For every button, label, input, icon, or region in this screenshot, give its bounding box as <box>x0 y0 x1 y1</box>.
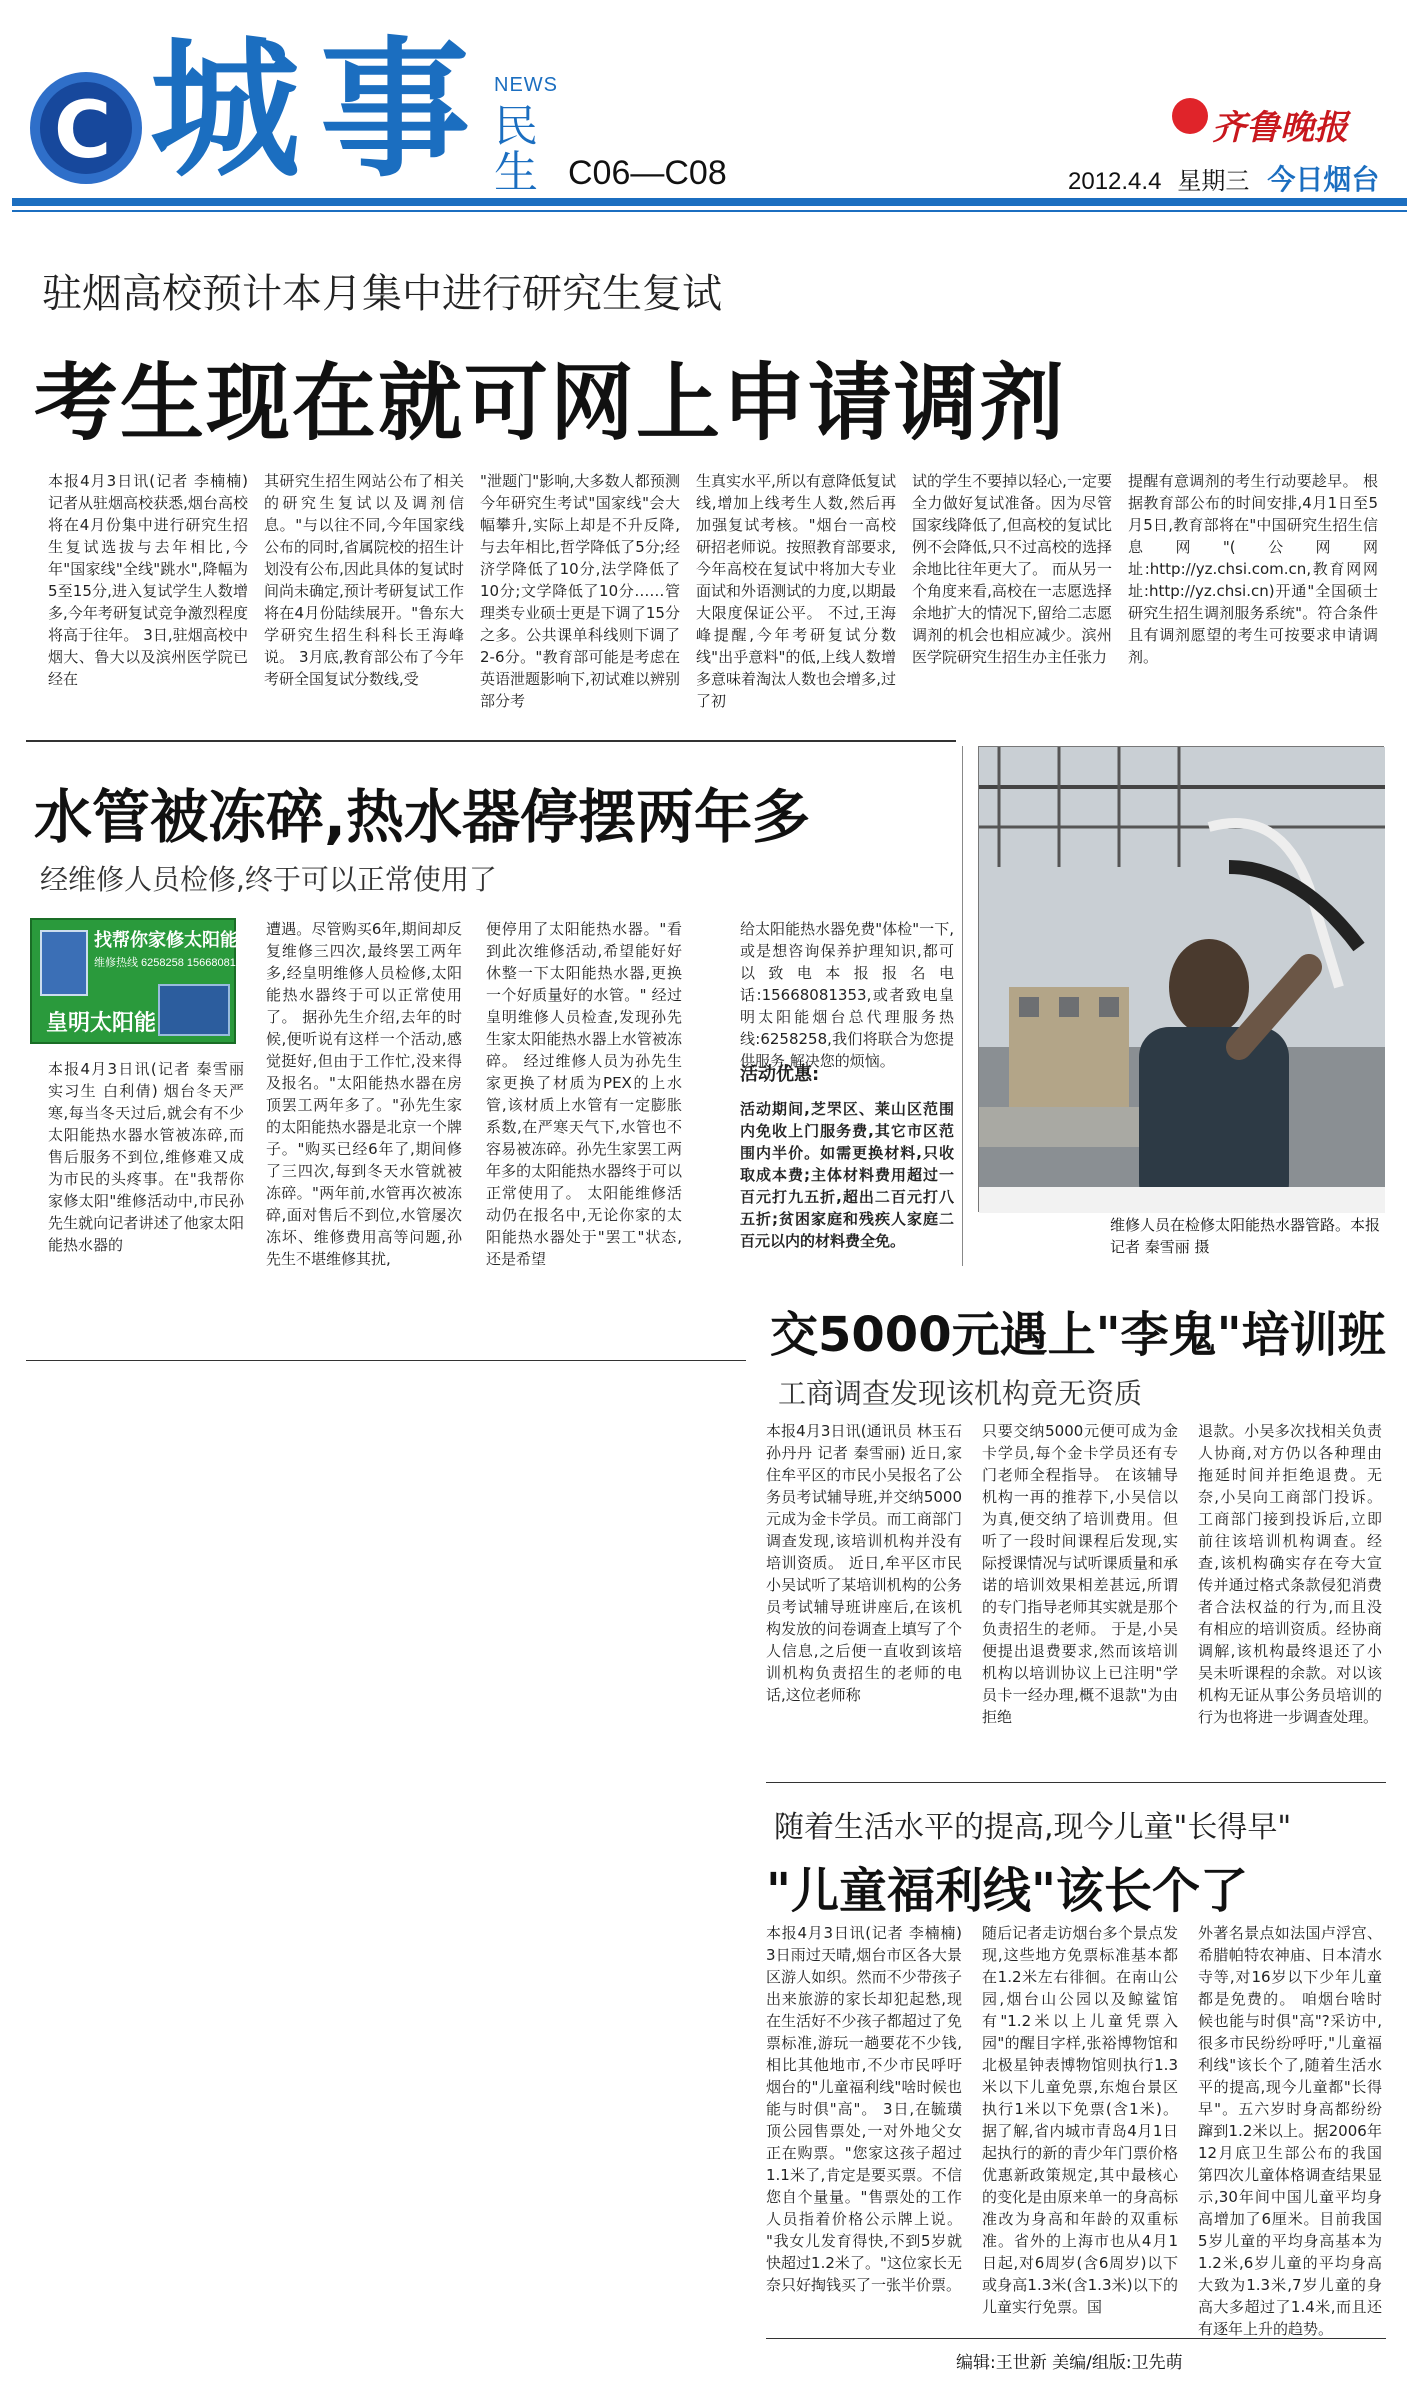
editor-credit: 编辑:王世新 美编/组版:卫先萌 <box>956 2353 1183 2373</box>
article1-column-3: "泄题门"影响,大多数人都预测今年研究生考试"国家线"会大幅攀升,实际上却是不升反降,与去年相比,哲学降低了5分;经济学降低了10分,法学降低了10分;文学降低了10分……管理类专业硕士更是下调了15分之多。公共课单科线则下调了2-6分。"教育部可能是考虑在英语泄题影响下,初试难以辨别部分考 <box>480 472 680 710</box>
offer-text: 活动期间,芝罘区、莱山区范围内免收上门服务费,其它市区范围内半价。如需更换材料,只收取成本费;主体材料费用超过一百元打九五折,超出二百元打八五折;贫困家庭和残疾人家庭二百元以内的材料费全免。 <box>740 1100 954 1250</box>
article3-column-2: 只要交纳5000元便可成为金卡学员,每个金卡学员还有专门老师全程指导。 在该辅导机构一再的推荐下,小吴信以为真,便交纳了培训费用。但听了一段时间课程后发现,实际授课情况与试听课质量和承诺的培训效果相差甚远,所谓的专门指导老师其实就是那个负责招生的老师。 于是,小吴便提出退费要求,然而该培训机构以培训协议上已注明"学员卡一经办理,概不退款"为由拒绝 <box>982 1422 1178 1726</box>
masthead-rule-thin <box>12 210 1407 212</box>
article1-column-5: 试的学生不要掉以轻心,一定要全力做好复试准备。因为尽管国家线降低了,但高校的复试比例不会降低,只不过高校的选择余地比往年更大了。 而从另一个角度来看,高校在一志愿选择余地扩大的情况下,留给二志愿调剂的机会也相应减少。滨州医学院研究生招生办主任张力 <box>912 472 1112 666</box>
article1-column-2: 其研究生招生网站公布了相关的研究生复试以及调剂信息。"与以往不同,今年国家线公布的同时,省属院校的招生计划没有公布,因此具体的复试时间尚未确定,预计考研复试工作将在4月份陆续展开。"鲁东大学研究生招生科科长王海峰说。 3月底,教育部公布了今年考研全国复试分数线,受 <box>264 472 464 688</box>
repair-photo <box>978 746 1384 1212</box>
section-letter: C <box>54 86 112 176</box>
divider-article3 <box>766 1782 1386 1783</box>
weekday: 星期三 <box>1177 168 1250 195</box>
ad-title: 找帮你家修太阳能 <box>94 930 238 951</box>
article4-kicker: 随着生活水平的提高,现今儿童"长得早" <box>774 1810 1292 1845</box>
solar-panel-icon <box>40 930 88 996</box>
ad-phone: 维修热线 6258258 15668081353 <box>94 957 255 969</box>
article2-subhead: 经维修人员检修,终于可以正常使用了 <box>40 863 497 896</box>
article1-kicker: 驻烟高校预计本月集中进行研究生复试 <box>42 271 722 317</box>
article1-column-6: 提醒有意调剂的考生行动要趁早。 根据教育部公布的时间安排,4月1日至5月5日,教育部将在"中国研究生招生信息网"(公网网址:http://yz.chsi.com.cn,教育网网址:http://yz.chsi.cn)开通"全国硕士研究生招生调剂服务系统"。符合条件且有调剂愿望的考生可按要求申请调剂。 <box>1128 472 1378 666</box>
article4-column-3: 外著名景点如法国卢浮宫、希腊帕特农神庙、日本清水寺等,对16岁以下少年儿童都是免费的。 咱烟台啥时候也能与时俱"高"?采访中,很多市民纷纷呼吁,"儿童福利线"该长个了,随着生活水平的提高,现今儿童都"长得早"。五六岁时身高都纷纷蹿到1.2米以上。据2006年12月底卫生部公布的我国第四次儿童体格调查结果显示,30年间中国儿童平均身高增加了6厘米。目前我国5岁儿童的平均身高基本为1.2米,6岁儿童的平均身高大致为1.3米,7岁儿童的身高大多超过了1.4米,而且还有逐年上升的趋势。 <box>1198 1924 1382 2338</box>
article3-column-3: 退款。小吴多次找相关负责人协商,对方仍以各种理由拖延时间并拒绝退费。无奈,小吴向工商部门投诉。 工商部门接到投诉后,立即前往该培训机构调查。经查,该机构确实存在夸大宣传并通过格式条款侵犯消费者合法权益的行为,而且没有相应的培训资质。经协商调解,该机构最终退还了小吴未听课程的余款。对以该机构无证从事公务员培训的行为也将进一步调查处理。 <box>1198 1422 1382 1726</box>
article2-column-2: 遭遇。尽管购买6年,期间却反复维修三四次,最终罢工两年多,经皇明维修人员检修,太阳能热水器终于可以正常使用了。 据孙先生介绍,去年的时候,便听说有这样一个活动,感觉挺好,但由于工作忙,没来得及报名。"太阳能热水器在房顶罢工两年多了。"孙先生家的太阳能热水器是北京一个牌子。"购买已经6年了,期间修了三四次,每到冬天水管就被冻碎。"两年前,水管再次被冻碎,面对售后不到位,水管屡次冻坏、维修费用高等问题,孙先生不堪维修其扰, <box>266 920 462 1268</box>
article3-subhead: 工商调查发现该机构竟无资质 <box>778 1377 1143 1410</box>
solar-ad-badge <box>30 918 255 1044</box>
date-line <box>1068 158 1379 198</box>
edition-name: 今日烟台 <box>1267 164 1380 195</box>
news-label: NEWS <box>494 74 558 96</box>
section-title-char1: 城 <box>150 24 301 198</box>
column-rule <box>962 746 963 1266</box>
page-range: C06—C08 <box>568 154 727 192</box>
article2-column-4: 给太阳能热水器免费"体检"一下,或是想咨询保养护理知识,都可以致电本报报名电话:15668081353,或者致电皇明太阳能烟台总代理服务热线:6258258,我们将联合为您提供服务,解决您的烦恼。 <box>740 920 954 1070</box>
article2-column-1: 本报4月3日讯(记者 秦雪丽 实习生 白利倩) 烟台冬天严寒,每当冬天过后,就会有不少太阳能热水器水管被冻碎,而售后服务不到位,维修难又成为市民的头疼事。在"我帮你家修太阳"维修活动中,市民孙先生就向记者讲述了他家太阳能热水器的 <box>48 1060 244 1254</box>
divider-footer <box>766 2338 1386 2339</box>
article4-headline: "儿童福利线"该长个了 <box>766 1863 1249 1919</box>
divider-article2 <box>26 1360 746 1361</box>
paper-logo-icon <box>1172 98 1208 134</box>
article4-column-2: 随后记者走访烟台多个景点发现,这些地方免票标准基本都在1.2米左右徘徊。在南山公园,烟台山公园以及鲸鲨馆有"1.2米以上儿童凭票入园"的醒目字样,张裕博物馆和北极星钟表博物馆则执行1.3米以下儿童免票,东炮台景区执行1米以下免票(含1米)。 据了解,省内城市青岛4月1日起执行的新的青少年门票价格优惠新政策规定,其中最核心的变化是由原来单一的身高标准改为身高和年龄的双重标准。省外的上海市也从4月1日起,对6周岁(含6周岁)以下或身高1.3米(含1.3米)以下的儿童实行免票。国 <box>982 1924 1178 2316</box>
photo-caption: 维修人员在检修太阳能热水器管路。本报记者 秦雪丽 摄 <box>1110 1216 1381 1256</box>
ad-brand: 皇明太阳能 <box>46 1011 157 1036</box>
offer-title: 活动优惠: <box>740 1064 820 1085</box>
divider-article1 <box>26 740 956 742</box>
paper-name: 齐鲁晚报 <box>1212 108 1348 148</box>
solar-heater-icon <box>158 984 230 1036</box>
section-title-char2: 事 <box>320 24 471 198</box>
masthead <box>0 0 1417 205</box>
article4-column-1: 本报4月3日讯(记者 李楠楠) 3日雨过天晴,烟台市区各大景区游人如织。然而不少带孩子出来旅游的家长却犯起愁,现在生活好不少孩子都超过了免票标准,游玩一趟要花不少钱,相比其他地市,不少市民呼吁烟台的"儿童福利线"啥时候也能与时俱"高"。 3日,在毓璜顶公园售票处,一对外地父女正在购票。"您家这孩子超过1.1米了,肯定是要买票。不信您自个量量。"售票处的工作人员指着价格公示牌上说。 "我女儿发育得快,不到5岁就快超过1.2米了。"这位家长无奈只好掏钱买了一张半价票。 <box>766 1924 962 2294</box>
masthead-rule <box>12 198 1407 206</box>
article3-column-1: 本报4月3日讯(通讯员 林玉石 孙丹丹 记者 秦雪丽) 近日,家住牟平区的市民小吴报名了公务员考试辅导班,并交纳5000元成为金卡学员。而工商部门调查发现,该培训机构并没有培训资质。 近日,牟平区市民小吴试听了某培训机构的公务员考试辅导班讲座后,在该机构发放的问卷调查上填写了个人信息,之后便一直收到该培训机构负责招生的老师的电话,这位老师称 <box>766 1422 962 1704</box>
article1-column-4: 生真实水平,所以有意降低复试线,增加上线考生人数,然后再加强复试考核。"烟台一高校研招老师说。按照教育部要求,今年高校在复试中将加大专业面试和外语测试的力度,以期最大限度保证公平。 不过,王海峰提醒,今年考研复试分数线"出乎意料"的低,上线人数增多意味着淘汰人数也会增多,过了初 <box>696 472 896 710</box>
article1-column-1: 本报4月3日讯(记者 李楠楠) 记者从驻烟高校获悉,烟台高校将在4月份集中进行研究生招生复试选拔与去年相比,今年"国家线"全线"跳水",降幅为5至15分,进入复试学生人数增多,今年考研复试竞争激烈程度将高于往年。 3日,驻烟高校中烟大、鲁大以及滨州医学院已经在 <box>48 472 248 688</box>
article2-column-3: 便停用了太阳能热水器。"看到此次维修活动,希望能好好休整一下太阳能热水器,更换一个好质量好的水管。" 经过皇明维修人员检查,发现孙先生家太阳能热水器上水管被冻碎。 经过维修人员为孙先生家更换了材质为PEX的上水管,该材质上水管有一定膨胀系数,在严寒天气下,水管也不容易被冻碎。孙先生家罢工两年多的太阳能热水器终于可以正常使用了。 太阳能维修活动仍在报名中,无论你家的太阳能热水器处于"罢工"状态,还是希望 <box>486 920 682 1268</box>
repair-photo-illustration <box>979 747 1385 1213</box>
issue-date: 2012.4.4 <box>1068 168 1162 195</box>
article1-headline: 考生现在就可网上申请调剂 <box>34 354 1067 452</box>
article3-headline: 交5000元遇上"李鬼"培训班 <box>770 1307 1386 1363</box>
article2-headline: 水管被冻碎,热水器停摆两年多 <box>34 783 811 851</box>
section-c-logo <box>30 72 142 184</box>
section-subtitle: 民生 <box>494 101 538 198</box>
